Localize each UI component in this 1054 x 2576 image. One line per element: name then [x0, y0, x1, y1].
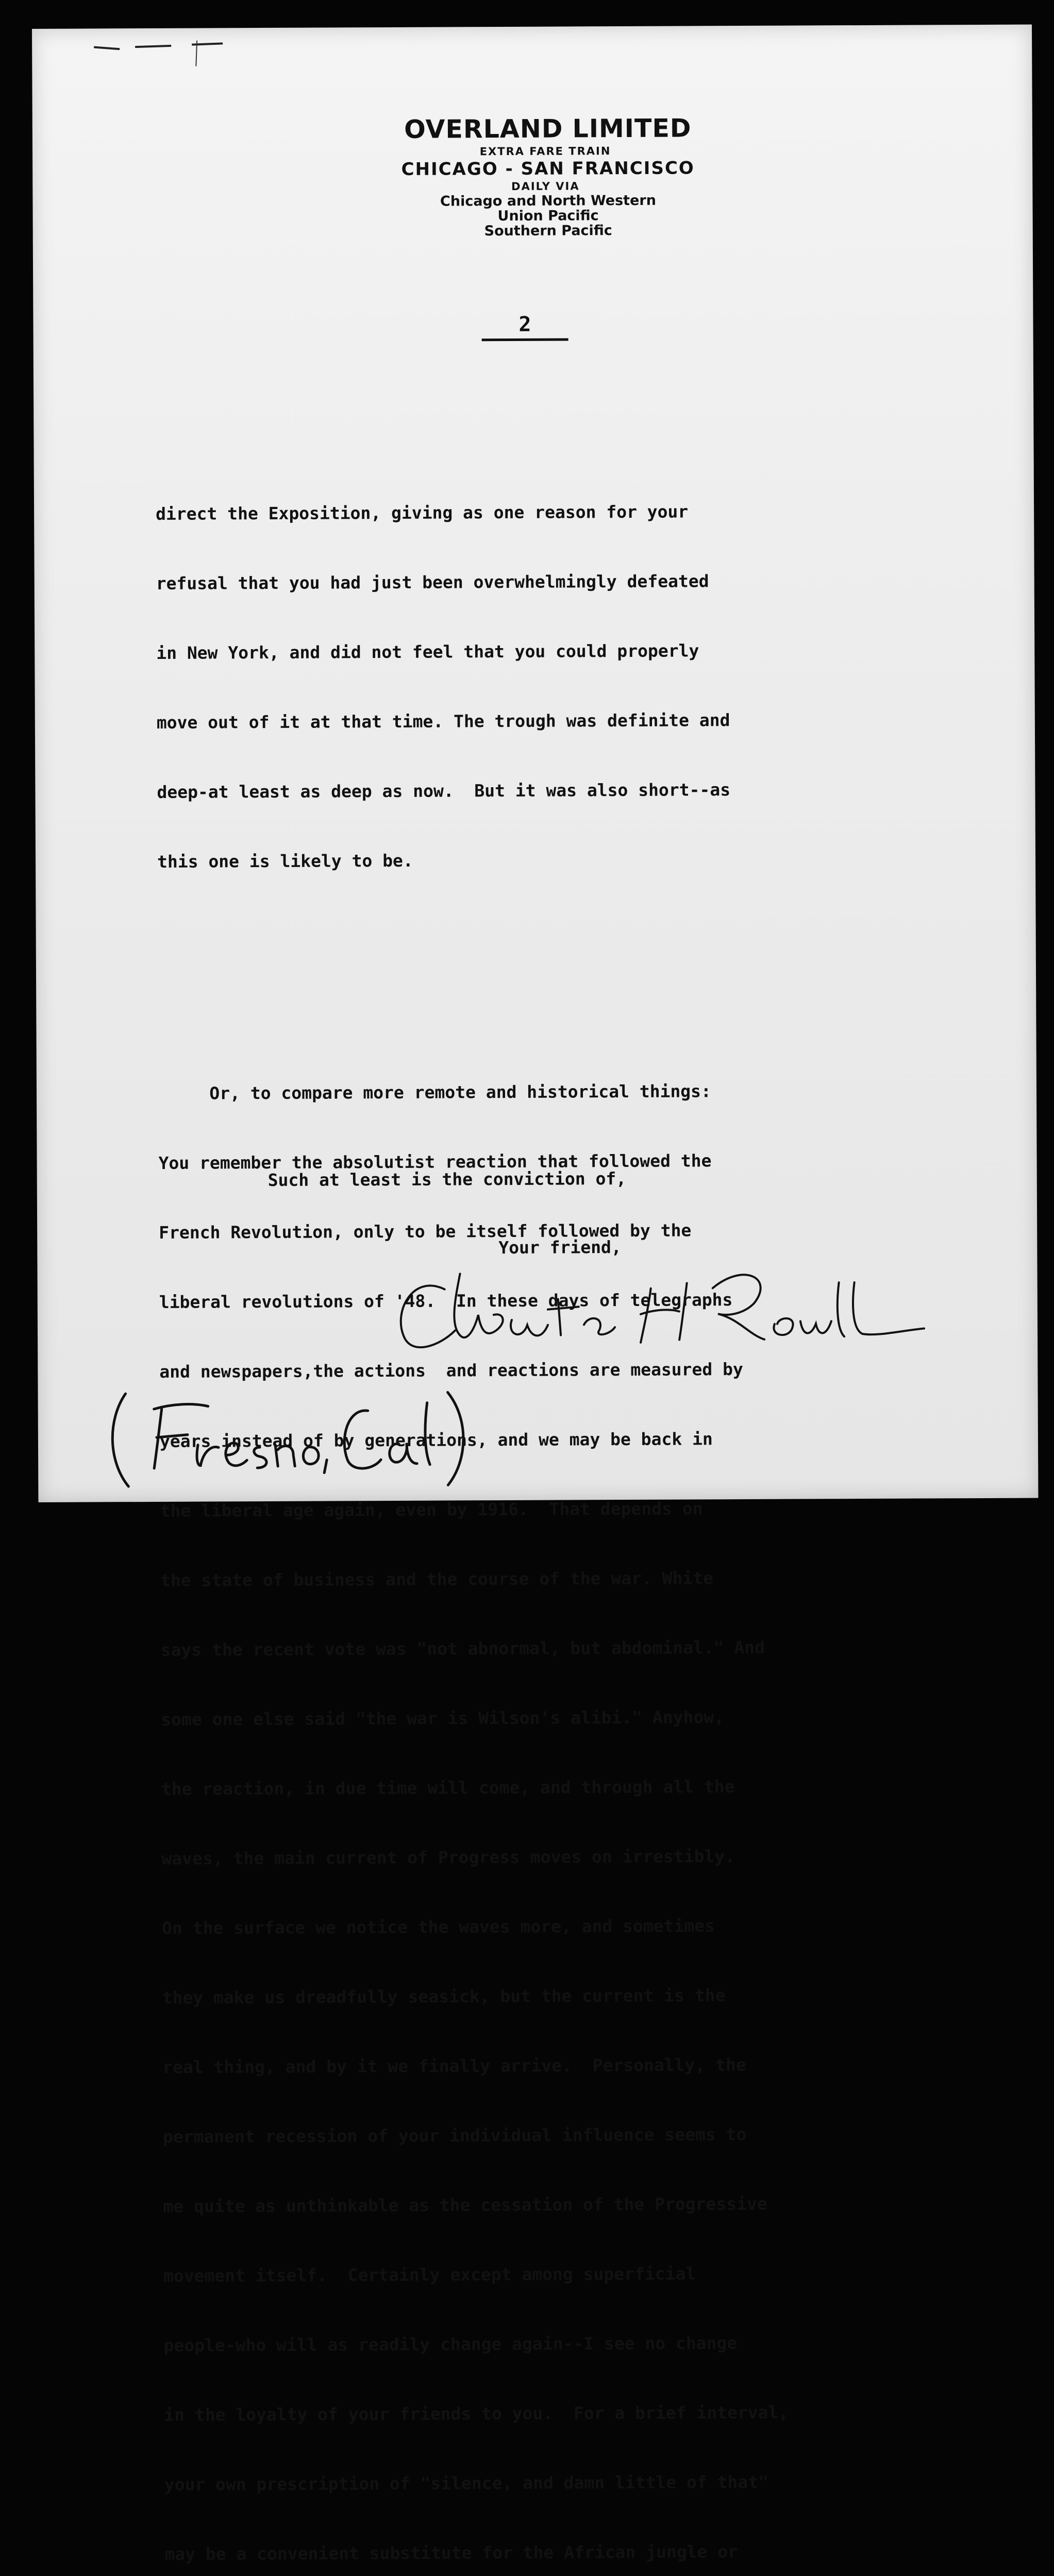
text-line: me quite as unthinkable as the cessation of the Progressive — [163, 2193, 767, 2216]
letterhead-route: CHICAGO - SAN FRANCISCO — [401, 158, 695, 180]
text-line: Or, to compare more remote and historical things: — [158, 1081, 711, 1104]
signature-icon — [382, 1251, 929, 1372]
text-line: direct the Exposition, giving as one reason for your — [156, 501, 689, 524]
handwritten-note-icon — [105, 1382, 476, 1497]
letterhead-railroad: Union Pacific — [497, 208, 599, 225]
fold-mark-icon — [89, 35, 254, 66]
closing-line: Such at least is the conviction of, — [267, 1168, 627, 1191]
text-line: this one is likely to be. — [157, 850, 413, 872]
text-line: people-who will as readily change again--I see no change — [163, 2333, 738, 2355]
valediction: Your friend, — [498, 1237, 622, 1258]
text-line: in New York, and did not feel that you could properly — [156, 640, 699, 663]
letter-page — [32, 25, 1038, 2564]
text-line: they make us dreadfully seasick, but the current is the — [162, 1985, 726, 2008]
text-line: may be a convenient substitute for the African jungle or — [164, 2541, 739, 2564]
text-line: On the surface we notice the waves more, and sometimes — [162, 1916, 715, 1938]
text-line: real thing, and by it we finally arrive. Personally, the — [162, 2054, 746, 2077]
text-line: deep-at least as deep as now. But it was also short--as — [157, 779, 731, 802]
letterhead-subtitle: EXTRA FARE TRAIN — [479, 145, 611, 158]
letterhead-via: DAILY VIA — [511, 180, 580, 193]
paragraph-1 — [156, 452, 1003, 920]
text-line: your own prescription of "silence, and damn little of that" — [164, 2471, 769, 2495]
text-line: years instead of by generations, and we may be back in — [159, 1429, 713, 1451]
text-line: in the loyalty of your friends to you. For a brief interval, — [164, 2402, 789, 2425]
text-line: liberal revolutions of '48. In these days of telegraphs — [159, 1290, 733, 1312]
letterhead — [32, 112, 1033, 241]
text-line: the reaction, in due time will come, and through all the — [161, 1776, 735, 1799]
text-line: some one else said "the war is Wilson's alibi." Anyhow, — [161, 1707, 725, 1730]
page-number: 2 — [481, 312, 568, 341]
letterhead-title: OVERLAND LIMITED — [404, 113, 692, 144]
text-line: and newspapers,the actions and reactions are measured by — [159, 1359, 743, 1382]
text-line: move out of it at that time. The trough was definite and — [156, 710, 730, 733]
text-line: refusal that you had just been overwhelmingly defeated — [156, 571, 709, 594]
letterhead-railroad: Chicago and North Western — [440, 192, 656, 210]
text-line: permanent recession of your individual influence seems to — [162, 2124, 747, 2147]
text-line: French Revolution, only to be itself followed by the — [159, 1220, 692, 1243]
text-line: waves, the main current of Progress moves on irrestibly. — [161, 1846, 735, 1869]
text-line: the state of business and the course of the war. White — [160, 1568, 714, 1590]
text-line: the liberal age again, even by 1916. That depends on — [160, 1498, 703, 1521]
letterhead-railroad: Southern Pacific — [484, 223, 612, 240]
text-line: movement itself. Certainly except among superficial — [163, 2263, 696, 2286]
text-line: You remember the absolutist reaction that followed the — [158, 1150, 712, 1173]
text-line: says the recent vote was "not abnormal, but abdominal." And — [160, 1637, 765, 1660]
